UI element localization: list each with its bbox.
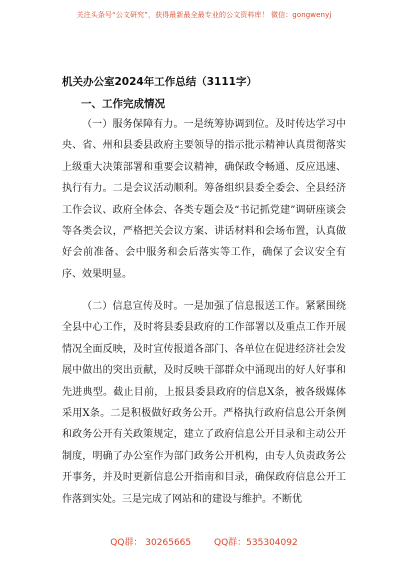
footer-qq-group-1: QQ群： 30265665 xyxy=(110,538,192,548)
footer-qq-group-2: QQ群：535304092 xyxy=(214,538,298,548)
paragraph-information-publicity: （二）信息宣传及时。一是加强了信息报送工作。紧紧围绕全县中心工作，及时将县委县政府的工作部署以及重点工作开展情况全面反映，及时宣传报道各部门、各单位在促进经济社会发展中做出的突出贡献，及时反映干部群众中涌现出的好人好事和先进典型。截止目前，上报县委县政府的信息X条，被各级媒体采用X条。二是积极做好政务公开。严格执行政府信息公开条例和政务公开有关政策规定，建立了政府信息公开目录和主动公开制度，明确了办公室作为部门政务公开机构，由专人负责政务公开事务，并及时更新信息公开指南和目录，确保政府信息公开工作落到实处。三是完成了网站和的建设与维护。不断优 xyxy=(62,301,346,505)
document-title: 机关办公室2024年工作总结（3111字） xyxy=(62,76,257,88)
section-heading: 一、工作完成情况 xyxy=(81,98,165,110)
header-banner: 关注头条号“公文研究”，获得最新最全最专业的公文资料库！ 微信：gongwenyj xyxy=(76,11,332,19)
paragraph-service-guarantee: （一）服务保障有力。一是统筹协调到位。及时传达学习中央、省、州和县委县政府主要领导的指示批示精神认真贯彻落实上级重大决策部署和重要会议精神，确保政令畅通、反应迅速、执行有力。二是会议活动顺利。筹备组织县委全委会、全县经济工作会议、政府全体会、各类专题会及“书记抓党建”调研座谈会等各类会议，严格把关会议方案、讲话材料和会场布置，认真做好会前准备、会中服务和会后落实等工作，确保了会议安全有序、效果明显。 xyxy=(62,119,346,280)
footer-contact xyxy=(0,535,408,548)
